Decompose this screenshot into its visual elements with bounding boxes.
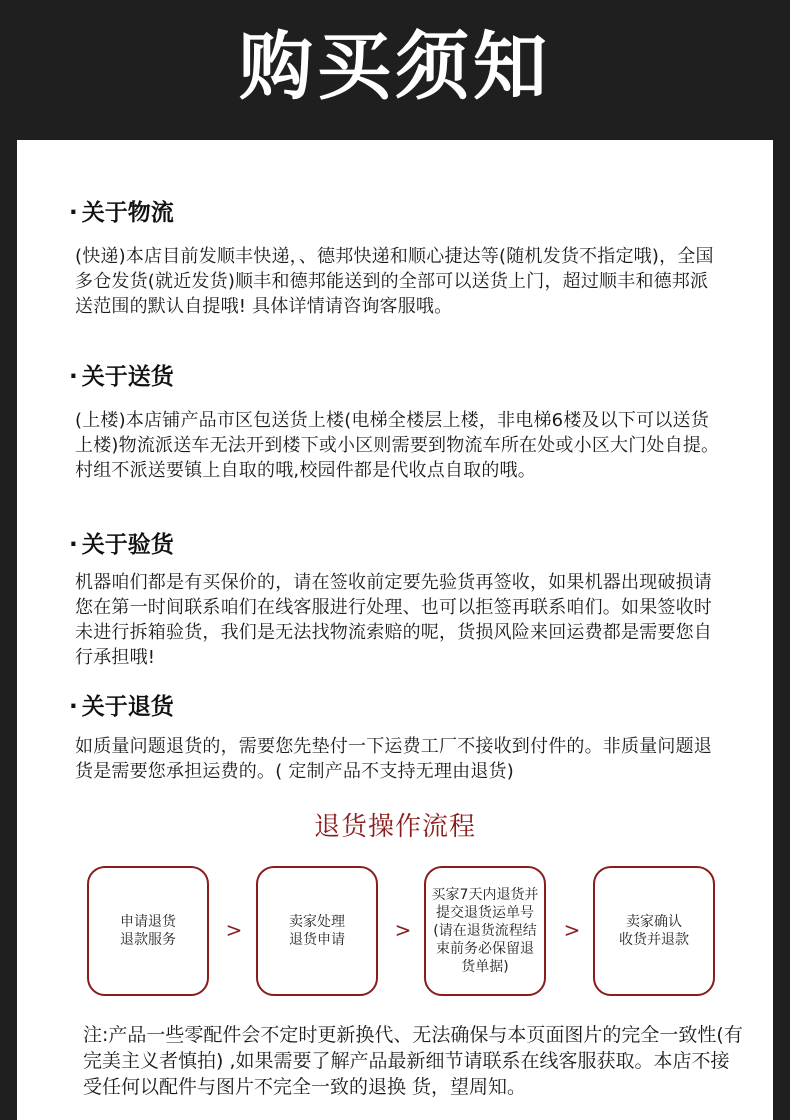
flow-step-text: 卖家处理 退货申请 [289,914,345,948]
flow-title: 退货操作流程 [313,812,476,842]
section-body: 如质量问题退货的，需要您先垫付一下运费工厂不接收到付件的。非质量问题退货是需要您承担运费的。( 定制产品不支持无理由退货) [75,736,712,782]
section-body: 机器咱们都是有买保价的，请在签收前定要先验货再签收，如果机器出现破损请您在第一时间联系咱们在线客服进行处理、也可以拒签再联系咱们。如果签收时未进行拆箱验货，我们是无法找物流索赔的呢，货损风险来回运费都是需要您自行承担哦! [75,572,712,668]
section-body: (上楼)本店铺产品市区包送货上楼(电梯全楼层上楼，非电梯6楼及以下可以送货上楼)物流派送车无法开到楼下或小区则需要到物流车所在处或小区大门处自提。村组不派送要镇上自取的哦,校园件都是代收点自取的哦。 [75,410,720,481]
bullet-dot: · [69,364,78,390]
section-title-text: 关于退货 [81,694,174,720]
flow-step-apply [87,866,209,996]
flow-step-ship-back [424,866,546,996]
flow-step-refund [593,866,715,996]
flow-step-text: 买家7天内退货并 提交退货运单号 (请在退货流程结 束前务必保留退 货单据) [431,887,539,975]
page-title: 购买须知 [239,24,551,110]
section-delivery [69,362,725,483]
section-title [69,198,725,228]
section-title-text: 关于验货 [81,532,174,558]
bullet-dot: · [69,694,78,720]
content-panel [17,140,773,1120]
section-title-text: 关于物流 [81,200,174,226]
flow-arrow: > [563,918,581,942]
section-body: (快递)本店目前发顺丰快递，、德邦快递和顺心捷达等(随机发货不指定哦)，全国多仓发货(就近发货)顺丰和德邦能送到的全部可以送货上门，超过顺丰和德邦派送范围的默认自提哦! 具体详情请咨询客服哦。 [75,246,714,317]
bullet-dot: · [69,200,78,226]
section-title [69,530,725,560]
section-title-text: 关于送货 [81,364,174,390]
return-flow [87,866,717,1000]
section-logistics [69,198,725,319]
flow-arrow: > [225,918,243,942]
disclaimer-note: 注:产品一些零配件会不定时更新换代、无法确保与本页面图片的完全一致性(有 完美主义者慎拍) ,如果需要了解产品最新细节请联系在线客服获取。本店不接受任何以配件与图片不完全一致的退换 货，望周知。 [83,1024,743,1098]
section-returns [69,692,725,784]
header-banner [0,0,790,140]
flow-step-text: 卖家确认 收货并退款 [619,914,689,948]
flow-arrow: > [394,918,412,942]
flow-step-seller-handle [256,866,378,996]
bullet-dot: · [69,532,78,558]
flow-step-text: 申请退货 退款服务 [120,914,176,948]
section-inspection [69,530,725,670]
section-title [69,362,725,392]
section-title [69,692,725,722]
